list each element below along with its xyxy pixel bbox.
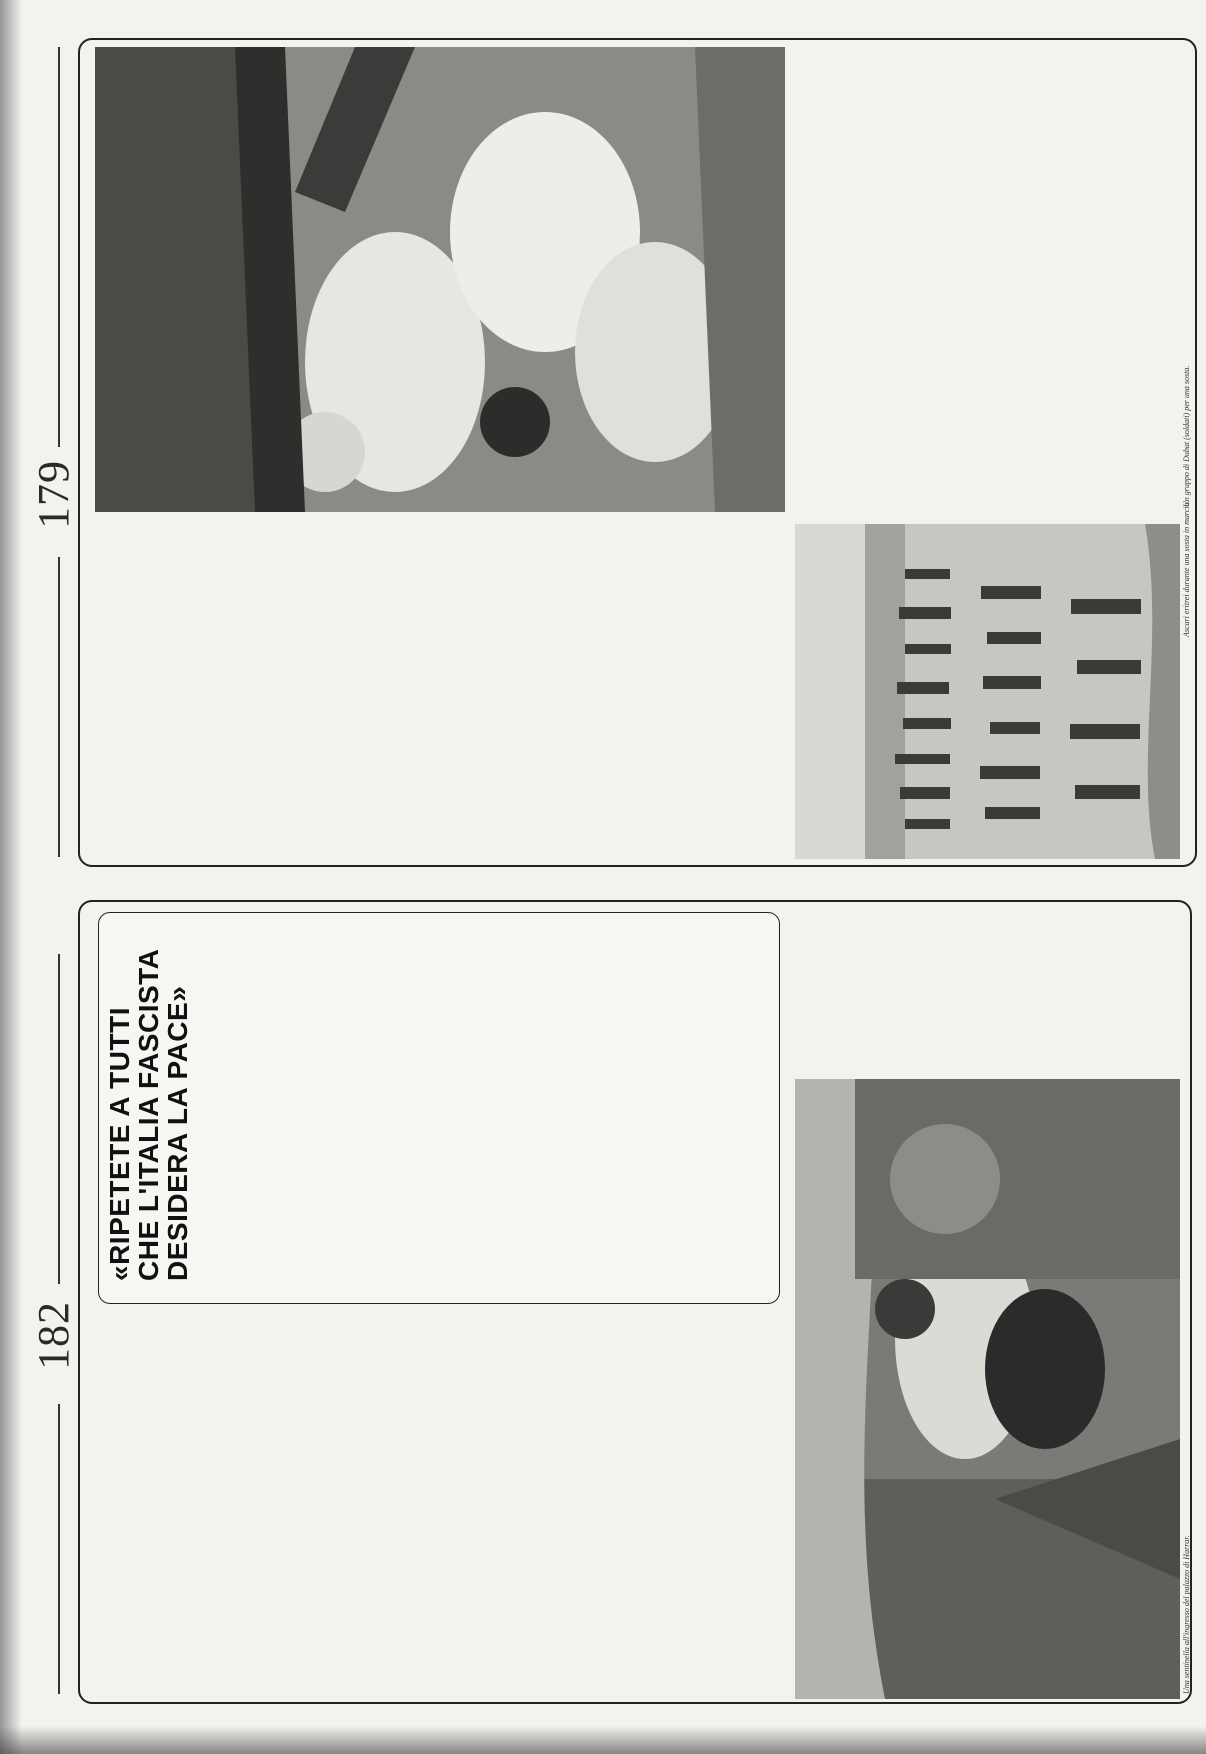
photo-graphic-troops [795,524,1180,859]
body-column-179-5 [800,47,1185,197]
article-headline [105,921,192,1281]
body-column-179-1 [95,697,775,857]
body-column-right [98,1319,758,1509]
header-rule-left-179 [58,557,60,857]
box-column-1 [210,1174,760,1284]
photo-ethiopian-soldiers [795,1079,1180,1699]
body-column-lower-right [800,914,1180,1064]
headline-line-1: «RIPETETE A TUTTI [104,1007,135,1281]
page-number-right: 179 [29,460,78,529]
page-number-left: 182 [29,1301,78,1370]
caption-officers: Un gruppo di Dubat (soldati) per una sosta. [1182,365,1191,507]
photo-graphic-left [795,1079,1180,1699]
header-rule-left [58,1404,60,1694]
box-column-3 [210,929,760,1044]
body-column-179-4 [800,207,1185,357]
photo-graphic-officers [95,47,785,512]
body-column-left-top [98,1524,498,1694]
photo-troop-column [795,524,1180,859]
caption-troops: Ascari eritrei durante una sosta in marcia. [1182,500,1191,637]
header-rule-right [58,954,60,1284]
body-column-left-bottom [505,1524,775,1694]
binding-shadow [0,0,22,1754]
page-182 [0,877,1206,1754]
body-column-179-3 [800,367,1185,512]
scan-bottom-edge [0,1726,1206,1754]
box-column-2 [210,1054,760,1164]
photo-officers-handshake [95,47,785,512]
headline-line-2: CHE L'ITALIA FASCISTA [133,948,164,1281]
body-column-179-2 [95,532,775,687]
headline-line-3: DESIDERA LA PACE» [162,985,193,1281]
caption-left: Una sentinella all'ingresso del palazzo di Harrar. [1182,1535,1191,1694]
header-rule-right-179 [58,47,60,447]
